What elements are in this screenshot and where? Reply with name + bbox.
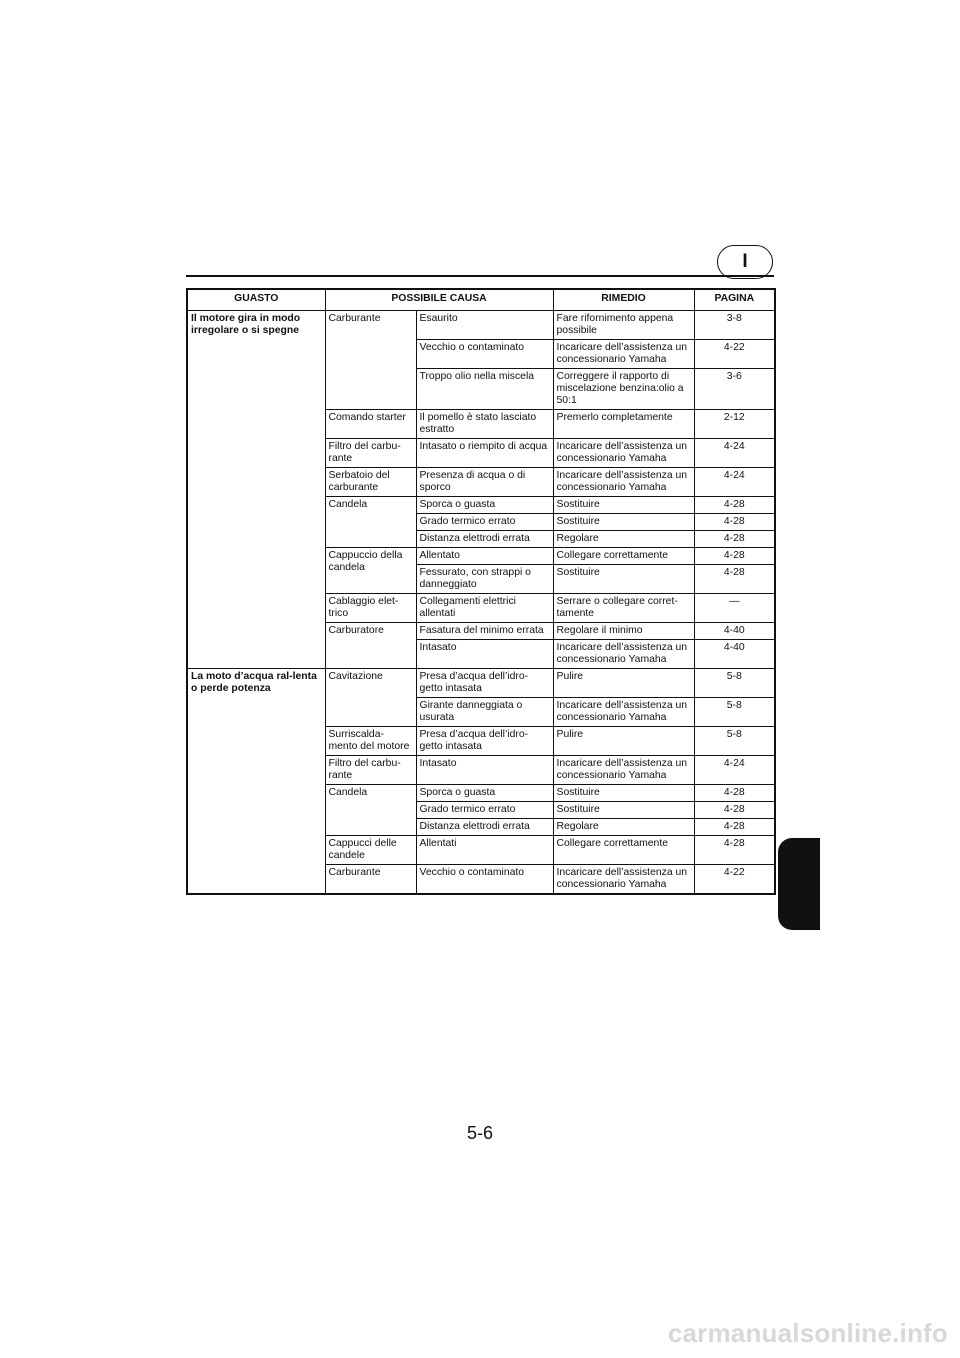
cause-component-cell: Carburante [325, 311, 416, 410]
cause-detail-cell: Presa d’acqua dell’idro-getto intasata [416, 669, 553, 698]
cause-detail-cell: Fessurato, con strappi o danneggiato [416, 565, 553, 594]
page-cell: 4-28 [694, 785, 775, 802]
cause-detail-cell: Vecchio o contaminato [416, 865, 553, 895]
remedy-cell: Sostituire [553, 565, 694, 594]
cause-detail-cell: Vecchio o contaminato [416, 340, 553, 369]
table-row [187, 669, 775, 698]
remedy-cell: Incaricare dell’assistenza un concessionario Yamaha [553, 865, 694, 895]
page-cell: — [694, 594, 775, 623]
remedy-cell: Incaricare dell’assistenza un concessionario Yamaha [553, 756, 694, 785]
problem-cell: Il motore gira in modo irregolare o si spegne [187, 311, 325, 669]
cause-component-cell: Surriscalda-mento del motore [325, 727, 416, 756]
problem-cell: La moto d’acqua ral-lenta o perde potenza [187, 669, 325, 895]
cause-component-cell: Candela [325, 497, 416, 548]
cause-detail-cell: Intasato [416, 756, 553, 785]
cause-detail-cell: Fasatura del minimo errata [416, 623, 553, 640]
header-rule [186, 275, 774, 277]
page-cell: 4-28 [694, 802, 775, 819]
page-cell: 4-28 [694, 819, 775, 836]
remedy-cell: Correggere il rapporto di miscelazione benzina:olio a 50:1 [553, 369, 694, 410]
cause-component-cell: Cappucci delle candele [325, 836, 416, 865]
cause-detail-cell: Intasato o riempito di acqua [416, 439, 553, 468]
cause-component-cell: Cavitazione [325, 669, 416, 727]
cause-detail-cell: Il pomello è stato lasciato estratto [416, 410, 553, 439]
page-cell: 4-28 [694, 548, 775, 565]
page-cell: 4-24 [694, 468, 775, 497]
remedy-cell: Collegare correttamente [553, 836, 694, 865]
page-cell: 5-8 [694, 698, 775, 727]
cause-detail-cell: Collegamenti elettrici allentati [416, 594, 553, 623]
page-cell: 4-28 [694, 836, 775, 865]
page-cell: 2-12 [694, 410, 775, 439]
remedy-cell: Sostituire [553, 497, 694, 514]
cause-detail-cell: Grado termico errato [416, 514, 553, 531]
cause-detail-cell: Sporca o guasta [416, 785, 553, 802]
cause-detail-cell: Allentato [416, 548, 553, 565]
page-cell: 3-8 [694, 311, 775, 340]
page-cell: 4-40 [694, 623, 775, 640]
page-cell: 4-28 [694, 531, 775, 548]
remedy-cell: Regolare [553, 531, 694, 548]
cause-detail-cell: Esaurito [416, 311, 553, 340]
cause-detail-cell: Distanza elettrodi errata [416, 531, 553, 548]
language-badge: I [717, 245, 773, 279]
cause-component-cell: Carburatore [325, 623, 416, 669]
remedy-cell: Collegare correttamente [553, 548, 694, 565]
remedy-cell: Pulire [553, 727, 694, 756]
remedy-cell: Regolare [553, 819, 694, 836]
table-header-row [187, 289, 775, 311]
page-cell: 4-24 [694, 756, 775, 785]
cause-detail-cell: Presenza di acqua o di sporco [416, 468, 553, 497]
page-cell: 5-8 [694, 669, 775, 698]
header-cause: POSSIBILE CAUSA [325, 289, 553, 311]
cause-detail-cell: Intasato [416, 640, 553, 669]
remedy-cell: Regolare il minimo [553, 623, 694, 640]
chapter-tab [778, 838, 820, 930]
footer-watermark-url: carmanualsonline.info [667, 1318, 948, 1348]
page-cell: 4-22 [694, 865, 775, 895]
remedy-cell: Premerlo completamente [553, 410, 694, 439]
header-page: PAGINA [694, 289, 775, 311]
cause-detail-cell: Girante danneggiata o usurata [416, 698, 553, 727]
remedy-cell: Sostituire [553, 514, 694, 531]
cause-component-cell: Cablaggio elet-trico [325, 594, 416, 623]
cause-detail-cell: Allentati [416, 836, 553, 865]
cause-component-cell: Cappuccio della candela [325, 548, 416, 594]
page-cell: 4-24 [694, 439, 775, 468]
remedy-cell: Fare rifornimento appena possibile [553, 311, 694, 340]
troubleshooting-table [186, 288, 776, 895]
remedy-cell: Incaricare dell’assistenza un concessionario Yamaha [553, 468, 694, 497]
table-body [187, 311, 775, 895]
remedy-cell: Incaricare dell’assistenza un concessionario Yamaha [553, 439, 694, 468]
cause-component-cell: Filtro del carbu-rante [325, 439, 416, 468]
remedy-cell: Sostituire [553, 802, 694, 819]
remedy-cell: Sostituire [553, 785, 694, 802]
cause-component-cell: Carburante [325, 865, 416, 895]
cause-detail-cell: Troppo olio nella miscela [416, 369, 553, 410]
remedy-cell: Serrare o collegare corret-tamente [553, 594, 694, 623]
page-cell: 4-22 [694, 340, 775, 369]
cause-component-cell: Serbatoio del carburante [325, 468, 416, 497]
remedy-cell: Incaricare dell’assistenza un concessionario Yamaha [553, 340, 694, 369]
remedy-cell: Incaricare dell’assistenza un concessionario Yamaha [553, 640, 694, 669]
cause-detail-cell: Grado termico errato [416, 802, 553, 819]
page-cell: 5-8 [694, 727, 775, 756]
table-row [187, 311, 775, 340]
header-remedy: RIMEDIO [553, 289, 694, 311]
page-number: 5-6 [466, 1123, 493, 1143]
cause-detail-cell: Sporca o guasta [416, 497, 553, 514]
page-cell: 4-28 [694, 565, 775, 594]
page-cell: 4-28 [694, 497, 775, 514]
cause-component-cell: Comando starter [325, 410, 416, 439]
cause-detail-cell: Presa d’acqua dell’idro-getto intasata [416, 727, 553, 756]
cause-component-cell: Candela [325, 785, 416, 836]
page-cell: 4-28 [694, 514, 775, 531]
page-cell: 3-6 [694, 369, 775, 410]
cause-detail-cell: Distanza elettrodi errata [416, 819, 553, 836]
page-cell: 4-40 [694, 640, 775, 669]
remedy-cell: Pulire [553, 669, 694, 698]
cause-component-cell: Filtro del carbu-rante [325, 756, 416, 785]
remedy-cell: Incaricare dell’assistenza un concessionario Yamaha [553, 698, 694, 727]
header-problem: GUASTO [187, 289, 325, 311]
